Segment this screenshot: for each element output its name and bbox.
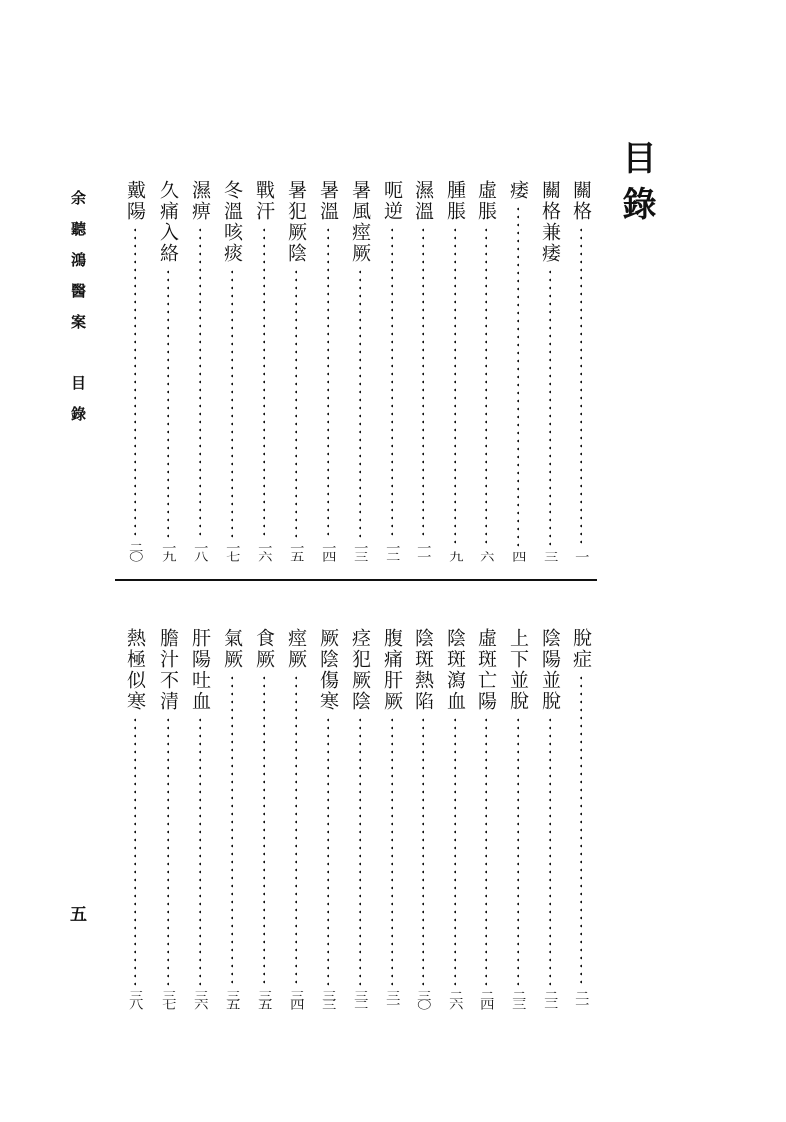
toc-entry[interactable]: 暑風痙厥 一三 (349, 180, 371, 560)
side-header (68, 190, 89, 437)
dot-leader (391, 716, 393, 986)
dot-leader (199, 716, 201, 986)
toc-entry[interactable]: 膽汁不清 三七 (157, 628, 179, 1008)
dot-leader (327, 226, 329, 538)
toc-entry[interactable]: 暑溫 一四 (317, 180, 339, 560)
book-title: 余聽鴻醫案 (69, 190, 87, 345)
dot-leader (422, 716, 424, 986)
section-divider (115, 579, 597, 581)
dot-leader (580, 674, 582, 986)
dot-leader (134, 716, 136, 986)
dot-leader (167, 268, 169, 538)
dot-leader (454, 716, 456, 986)
dot-leader (549, 268, 551, 547)
dot-leader (167, 716, 169, 986)
toc-entry[interactable]: 冬溫咳痰 一七 (221, 180, 243, 560)
dot-leader (295, 268, 297, 538)
toc-entry[interactable]: 陰陽並脫 二二 (539, 628, 561, 1008)
toc-entry[interactable]: 熱極似寒 三八 (124, 628, 146, 1008)
toc-entry[interactable]: 陰斑瀉血 二六 (444, 628, 466, 1008)
dot-leader (485, 716, 487, 986)
toc-entry[interactable]: 關格兼痿 三 (539, 180, 561, 560)
dot-leader (422, 226, 424, 538)
toc-entry[interactable]: 暑犯厥陰 一五 (285, 180, 307, 560)
toc-entry[interactable]: 腹痛肝厥 三一 (381, 628, 403, 1008)
dot-leader (231, 268, 233, 538)
dot-leader (580, 226, 582, 547)
page-number: 五 (70, 905, 87, 925)
toc-entry[interactable]: 戰汗 一六 (253, 180, 275, 560)
toc-entry[interactable]: 虛斑亡陽 二四 (475, 628, 497, 1008)
toc-entry[interactable]: 氣厥 三五 (221, 628, 243, 1008)
toc-entry[interactable]: 關格 一 (570, 180, 592, 560)
dot-leader (359, 716, 361, 986)
toc-entry[interactable]: 濕溫 一一 (412, 180, 434, 560)
dot-leader (391, 226, 393, 538)
dot-leader (549, 716, 551, 986)
toc-entry[interactable]: 脫症 二一 (570, 628, 592, 1008)
dot-leader (263, 674, 265, 986)
dot-leader (517, 205, 519, 547)
toc-entry[interactable]: 呃逆 一二 (381, 180, 403, 560)
toc-entry[interactable]: 厥陰傷寒 三三 (317, 628, 339, 1008)
toc-entry[interactable]: 痙厥 三四 (285, 628, 307, 1008)
dot-leader (199, 226, 201, 538)
dot-leader (327, 716, 329, 986)
toc-entry[interactable]: 上下並脫 二三 (507, 628, 529, 1008)
dot-leader (295, 674, 297, 986)
toc-entry[interactable]: 食厥 三五 (253, 628, 275, 1008)
toc-entry[interactable]: 痉犯厥陰 三二 (349, 628, 371, 1008)
dot-leader (359, 268, 361, 538)
dot-leader (263, 226, 265, 538)
dot-leader (134, 226, 136, 538)
page-title: 目錄 (616, 140, 656, 232)
toc-entry[interactable]: 虛脹 六 (475, 180, 497, 560)
section-label: 目錄 (69, 375, 87, 437)
toc-entry[interactable]: 濕痹 一八 (189, 180, 211, 560)
toc-entry[interactable]: 陰斑熱陷 三〇 (412, 628, 434, 1008)
toc-entry[interactable]: 久痛入絡 一九 (157, 180, 179, 560)
dot-leader (517, 716, 519, 986)
toc-entry[interactable]: 痿 四 (507, 180, 529, 560)
toc-entry[interactable]: 肝陽吐血 三六 (189, 628, 211, 1008)
dot-leader (454, 226, 456, 547)
dot-leader (231, 674, 233, 986)
toc-entry[interactable]: 戴陽 二〇 (124, 180, 146, 560)
dot-leader (485, 226, 487, 547)
toc-entry[interactable]: 腫脹 九 (444, 180, 466, 560)
